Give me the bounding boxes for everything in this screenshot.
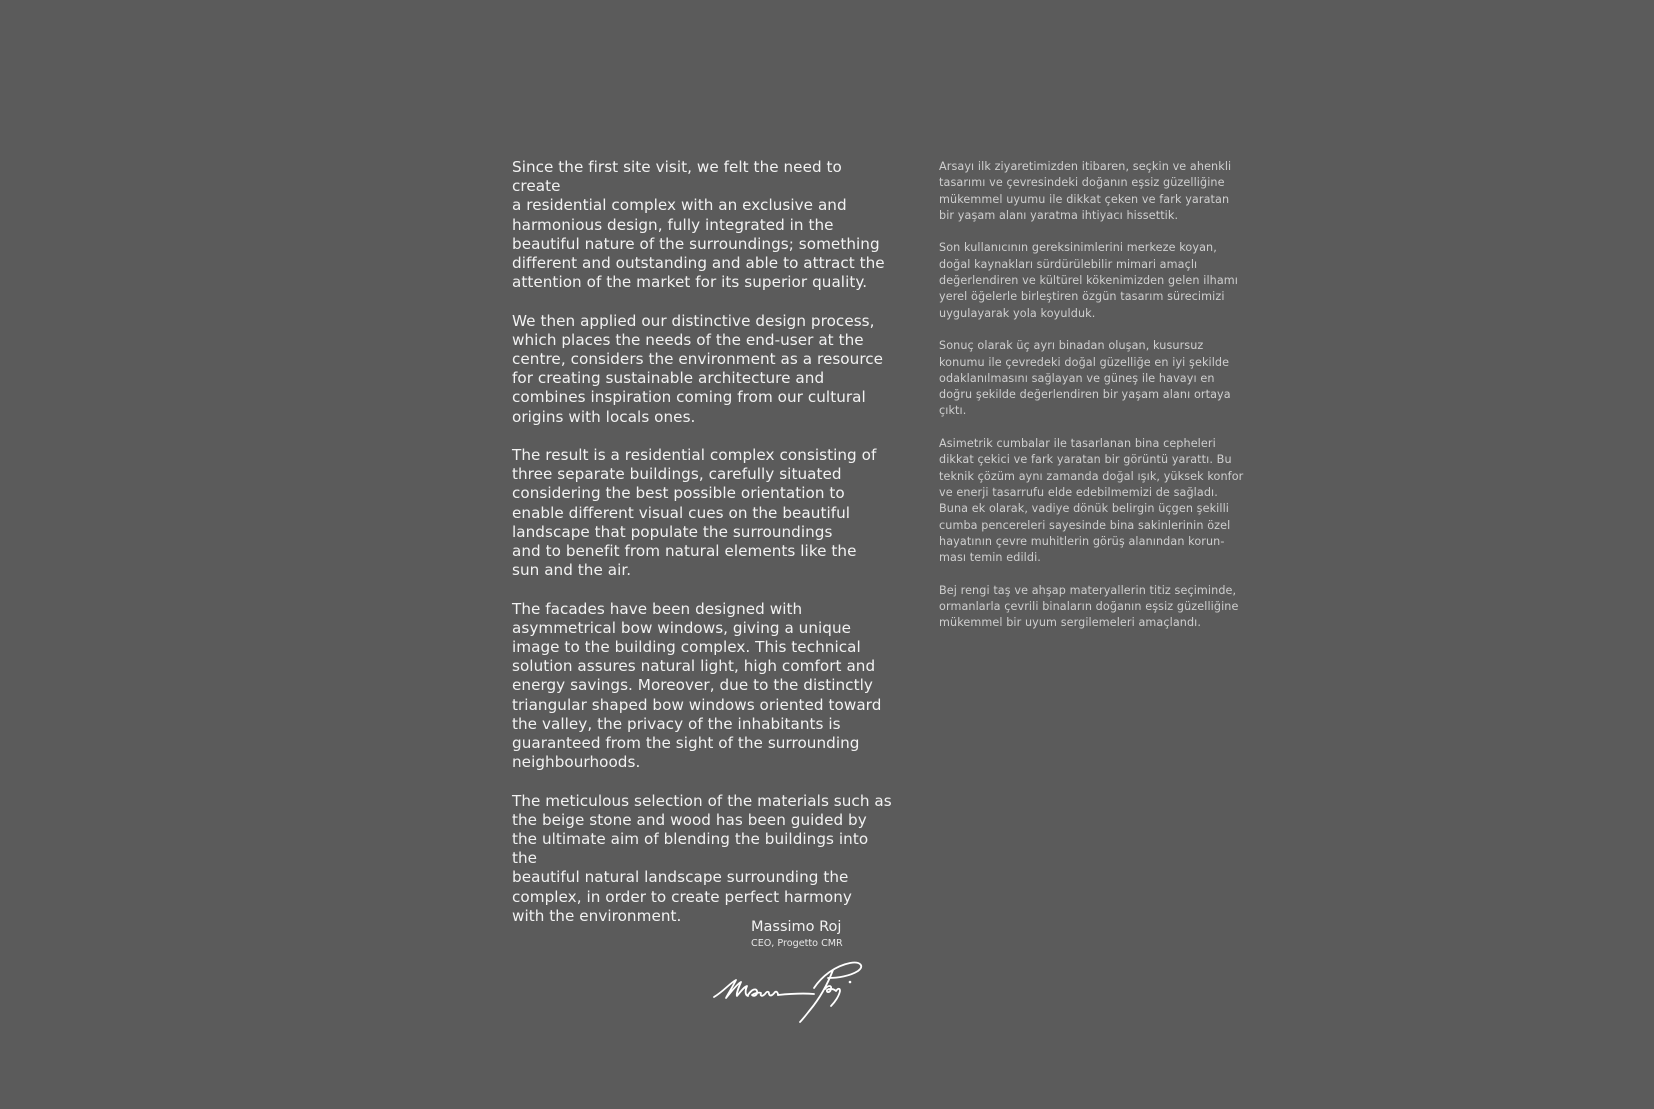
signature-stroke-1 bbox=[714, 980, 748, 998]
signature-stroke-6 bbox=[825, 986, 840, 1006]
signature-stroke-2 bbox=[748, 989, 778, 995]
turkish-paragraph-4: Asimetrik cumbalar ile tasarlanan bina cepheleri dikkat çekici ve fark yaratan bir görüntü yarattı. Bu teknik çözüm aynı zamanda doğal ışık, yüksek konfor ve enerji tasarrufu elde edebilmemizi de sağladı. Buna ek olarak, vadiye dönük belirgin üçgen şekilli cumba pencereleri sayesinde bina sakinlerinin özel hayatının çevre muhitlerin görüş alanından korun- ması temin edildi. bbox=[939, 437, 1244, 565]
turkish-paragraph-5: Bej rengi taş ve ahşap materyallerin titiz seçiminde, ormanlarla çevrili binaların doğanın eşsiz güzelliğine mükemmel bir uyum sergilemeleri amaçlandı. bbox=[939, 583, 1239, 630]
handwritten-signature bbox=[710, 958, 875, 1028]
signature-block bbox=[751, 918, 951, 950]
english-paragraph-2: We then applied our distinctive design process, which places the needs of the end-user at the centre, considers the environment as a resource for creating sustainable architecture and combines inspiration coming from our cultural origins with locals ones. bbox=[512, 311, 884, 426]
signature-dot bbox=[849, 981, 852, 984]
turkish-paragraph-2: Son kullanıcının gereksinimlerini merkeze koyan, doğal kaynakları sürdürülebilir mimari amaçlı değerlendiren ve kültürel kökenimizden gelen ilhamı yerel öğelerle birleştiren özgün tasarım sürecimizi uygulayarak yola koyulduk. bbox=[939, 241, 1238, 320]
english-paragraph-3: The result is a residential complex consisting of three separate buildings, carefully situated considering the best possible orientation to enable different visual cues on the beautiful landscape that populate the surroundings and to benefit from natural elements like the sun and the air. bbox=[512, 446, 877, 580]
signature-stroke-4 bbox=[814, 963, 861, 988]
english-column bbox=[512, 158, 892, 945]
signatory-name: Massimo Roj bbox=[751, 919, 842, 935]
turkish-column bbox=[939, 159, 1269, 648]
english-paragraph-1: Since the first site visit, we felt the need to create a residential complex with an exclusive and harmonious design, fully integrated in the beautiful nature of the surroundings; something different and outstanding and able to attract the attention of the market for its superior quality. bbox=[512, 158, 885, 292]
english-paragraph-5: The meticulous selection of the materials such as the beige stone and wood has been guided by the ultimate aim of blending the buildings into the beautiful natural landscape surrounding the complex, in order to create perfect harmony with the environment. bbox=[512, 791, 892, 925]
signatory-role: CEO, Progetto CMR bbox=[751, 938, 843, 949]
signature-stroke-3 bbox=[778, 994, 814, 995]
english-paragraph-4: The facades have been designed with asymmetrical bow windows, giving a unique image to the building complex. This technical solution assures natural light, high comfort and energy savings. Moreover, due to the distinctly triangular shaped bow windows oriented toward the valley, the privacy of the inhabitants is guaranteed from the sight of the surrounding neighbourhoods. bbox=[512, 599, 882, 772]
turkish-paragraph-1: Arsayı ilk ziyaretimizden itibaren, seçkin ve ahenkli tasarımı ve çevresindeki doğanın eşsiz güzelliğine mükemmel uyumu ile dikkat çeken ve fark yaratan bir yaşam alanı yaratma ihtiyacı hissettik. bbox=[939, 160, 1232, 222]
turkish-paragraph-3: Sonuç olarak üç ayrı binadan oluşan, kusursuz konumu ile çevredeki doğal güzelliğe en iyi şekilde odaklanılmasını sağlayan ve güneş ile havayı en doğru şekilde değerlendiren bir yaşam alanı ortaya çıktı. bbox=[939, 339, 1231, 418]
